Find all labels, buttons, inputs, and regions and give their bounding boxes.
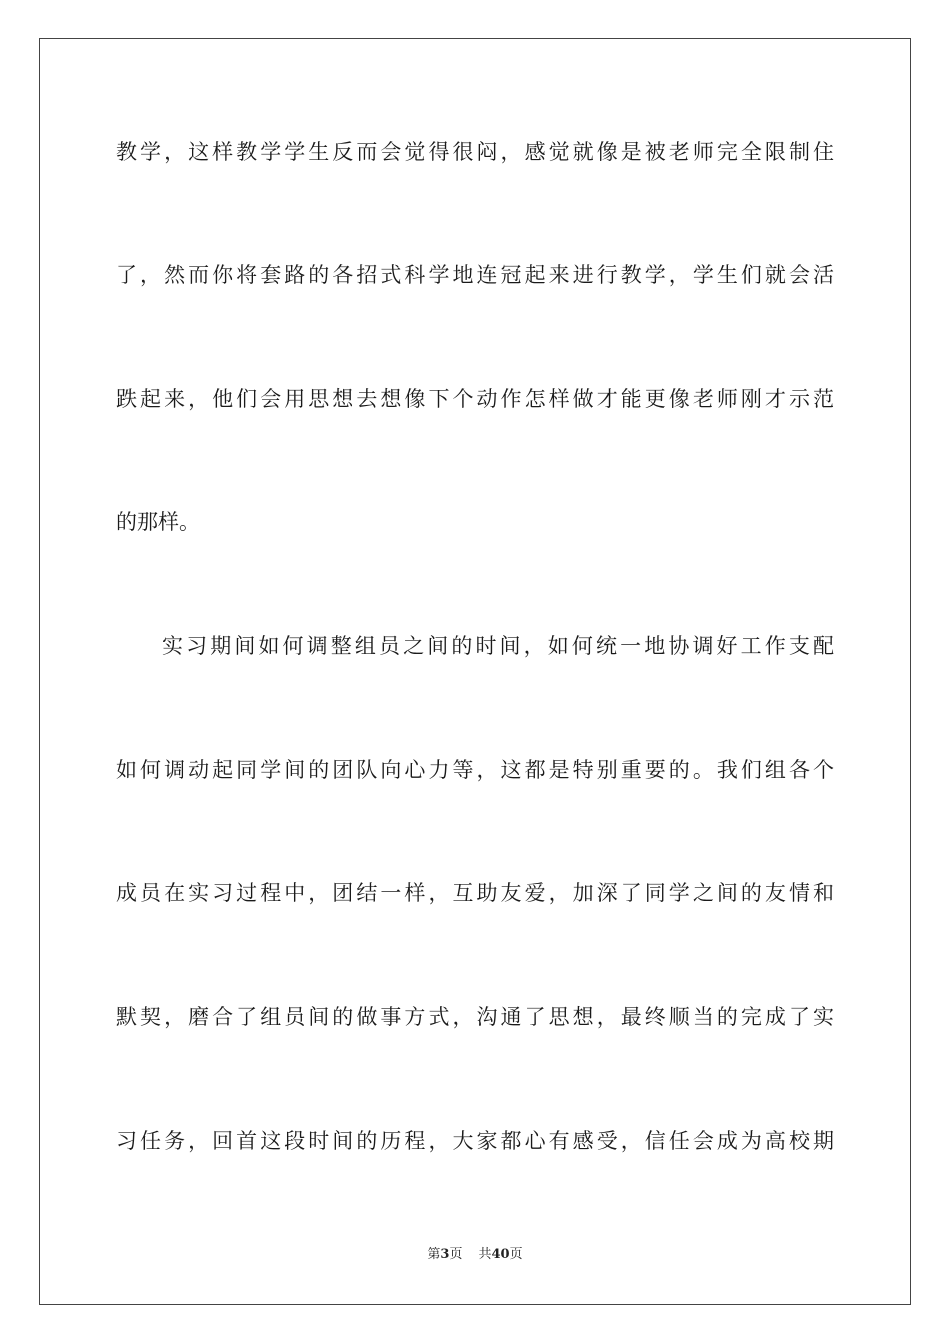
- body-text-line: 成员在实习过程中，团结一样，互助友爱，加深了同学之间的友情和: [116, 881, 834, 905]
- body-text-line: 习任务，回首这段时间的历程，大家都心有感受，信任会成为高校期: [116, 1129, 834, 1153]
- body-text-line: 的那样。: [116, 510, 200, 534]
- page-current: 3: [440, 1247, 450, 1262]
- total-suffix: 页: [509, 1247, 523, 1262]
- total-prefix: 共: [478, 1247, 492, 1262]
- body-text-line: 如何调动起同学间的团队向心力等，这都是特别重要的。我们组各个: [116, 758, 834, 782]
- page-suffix: 页: [449, 1247, 463, 1262]
- page-total: 40: [491, 1247, 510, 1262]
- page-footer: [0, 1246, 950, 1264]
- body-text-line: 默契，磨合了组员间的做事方式，沟通了思想，最终顺当的完成了实: [116, 1005, 834, 1029]
- page-prefix: 第: [427, 1247, 441, 1262]
- body-text-line: 跌起来，他们会用思想去想像下个动作怎样做才能更像老师刚才示范: [116, 387, 834, 411]
- body-text-line: 教学，这样教学学生反而会觉得很闷，感觉就像是被老师完全限制住: [116, 140, 834, 164]
- body-text-line: 了，然而你将套路的各招式科学地连冠起来进行教学，学生们就会活: [116, 263, 834, 287]
- page-border: [39, 38, 911, 1305]
- body-text-line: 实习期间如何调整组员之间的时间，如何统一地协调好工作支配: [162, 634, 834, 658]
